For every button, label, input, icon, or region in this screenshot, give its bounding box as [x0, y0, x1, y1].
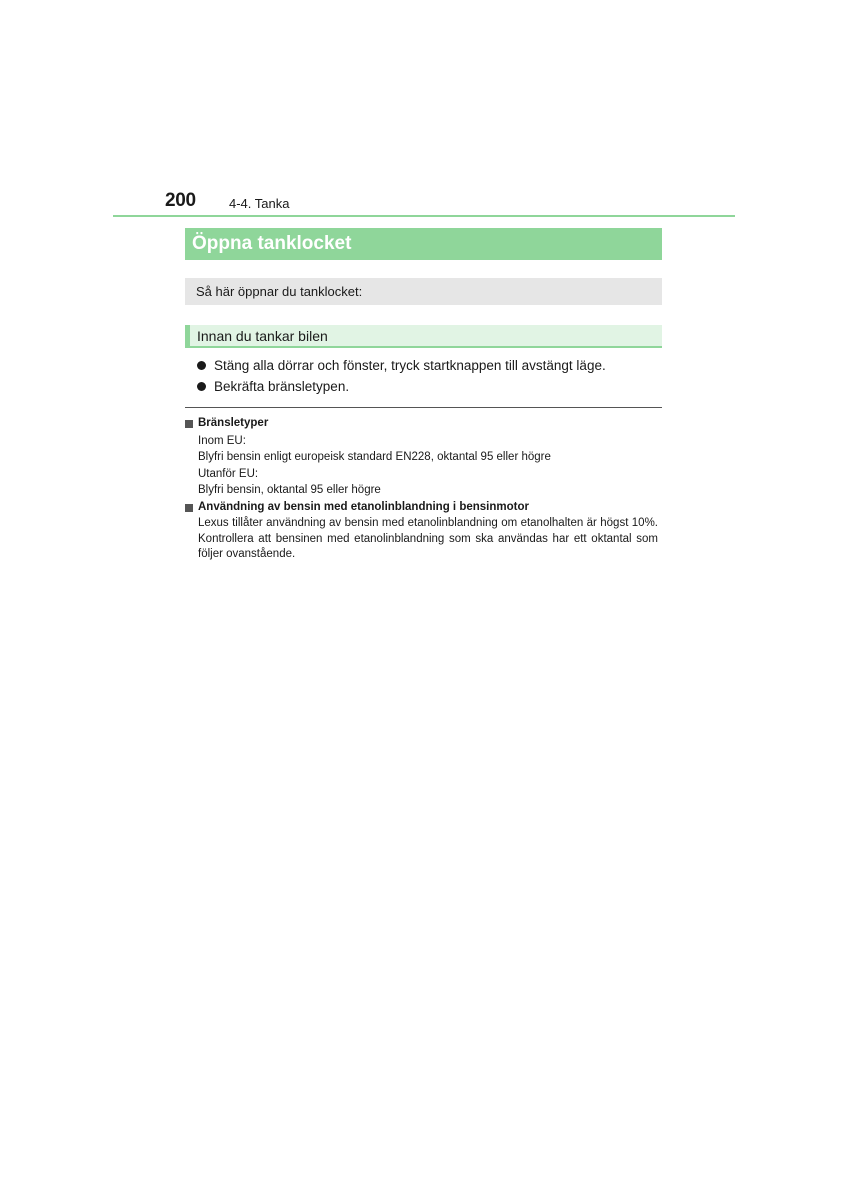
note-heading	[185, 500, 662, 516]
square-bullet-icon	[185, 504, 193, 512]
header-divider	[113, 215, 735, 217]
bullet-dot-icon	[197, 382, 206, 391]
list-item-text: Bekräfta bränsletypen.	[214, 379, 350, 394]
list-item	[197, 376, 662, 397]
notes-divider	[185, 407, 662, 408]
list-item	[197, 355, 662, 376]
intro-box: Så här öppnar du tanklocket:	[185, 278, 662, 305]
note-line: Blyfri bensin, oktantal 95 eller högre	[198, 483, 381, 496]
list-item-text: Stäng alla dörrar och fönster, tryck startknappen till avstängt läge.	[214, 358, 606, 373]
notes-section	[185, 416, 662, 563]
note-line: Utanför EU:	[198, 468, 259, 480]
square-bullet-icon	[185, 420, 193, 428]
subheading: Innan du tankar bilen	[185, 325, 662, 348]
note-fuel-types	[185, 416, 662, 498]
section-label: 4-4. Tanka	[229, 196, 290, 211]
note-heading-text: Användning av bensin med etanolinblandning i bensinmotor	[198, 501, 529, 514]
page-number: 200	[165, 190, 196, 211]
note-body	[185, 434, 662, 498]
note-line: Blyfri bensin enligt europeisk standard EN228, oktantal 95 eller högre	[198, 450, 551, 463]
note-paragraph: Lexus tillåter användning av bensin med etanolinblandning om etanolhalten är högst 10%. Kontrollera att bensinen med etanolinblandning som ska användas har ett oktantal som följer ovanstående.	[198, 517, 658, 560]
note-ethanol	[185, 500, 662, 563]
note-line: Inom EU:	[198, 435, 246, 447]
bullet-list	[197, 355, 662, 397]
note-heading	[185, 416, 662, 432]
bullet-dot-icon	[197, 361, 206, 370]
note-heading-text: Bränsletyper	[198, 417, 269, 430]
page-title: Öppna tanklocket	[185, 228, 662, 260]
